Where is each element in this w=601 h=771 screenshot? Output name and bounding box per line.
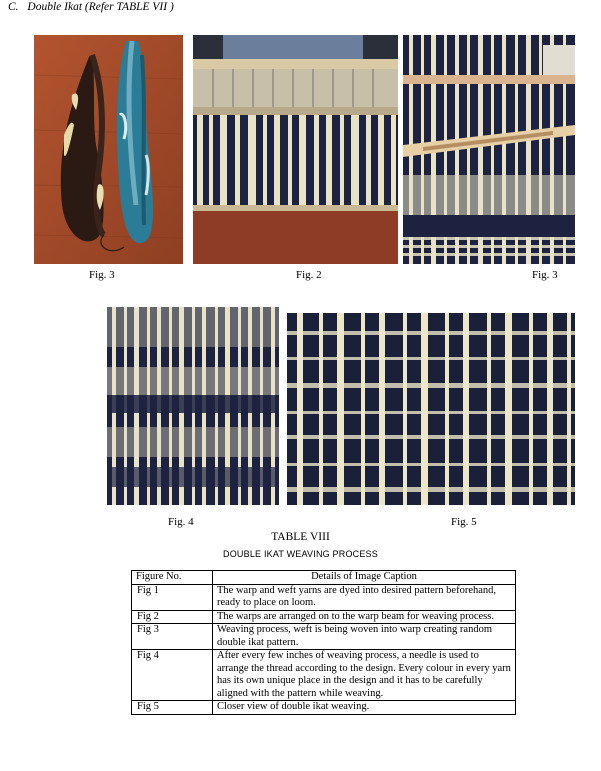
table-cell-figure: Fig 5 [132,701,213,715]
section-title: Double Ikat (Refer TABLE VII ) [27,1,174,13]
process-table [131,570,516,715]
table-row [132,701,516,715]
table-header-row [132,571,516,585]
table-cell-details: The warps are arranged on to the warp beam for weaving process. [213,610,516,624]
figure-yarn-skeins-photo [34,35,183,264]
figure-closeup-weave-photo [287,313,575,505]
table-cell-details: Weaving process, weft is being woven into warp creating random double ikat pattern. [213,624,516,650]
column-header-details: Details of Image Caption [213,571,516,585]
section-heading [8,1,174,13]
table-cell-details: Closer view of double ikat weaving. [213,701,516,715]
table-cell-figure: Fig 3 [132,624,213,650]
table-cell-details: The warp and weft yarns are dyed into desired pattern beforehand, ready to place on loom. [213,584,516,610]
table-row [132,650,516,701]
figure-caption: Fig. 2 [296,269,322,281]
column-header-figure-no: Figure No. [132,571,213,585]
table-subtitle: DOUBLE IKAT WEAVING PROCESS [223,549,378,559]
table-row [132,610,516,624]
table-cell-figure: Fig 4 [132,650,213,701]
table-row [132,584,516,610]
section-number: C. [8,1,19,13]
table-cell-figure: Fig 1 [132,584,213,610]
figure-caption: Fig. 4 [168,516,194,528]
table-cell-details: After every few inches of weaving process, a needle is used to arrange the thread according to the design. Every colour in every yarn has its own unique place in the design and it has to be carefully aligned with the pattern while weaving. [213,650,516,701]
table-cell-figure: Fig 2 [132,610,213,624]
figure-warp-beam-photo [193,35,398,264]
figure-weaving-process-photo [403,35,575,264]
table-title: TABLE VIII [271,531,330,543]
figure-woven-fabric-photo [107,307,279,505]
figure-caption: Fig. 5 [451,516,477,528]
figure-caption: Fig. 3 [532,269,558,281]
figure-caption: Fig. 3 [89,269,115,281]
table-row [132,624,516,650]
